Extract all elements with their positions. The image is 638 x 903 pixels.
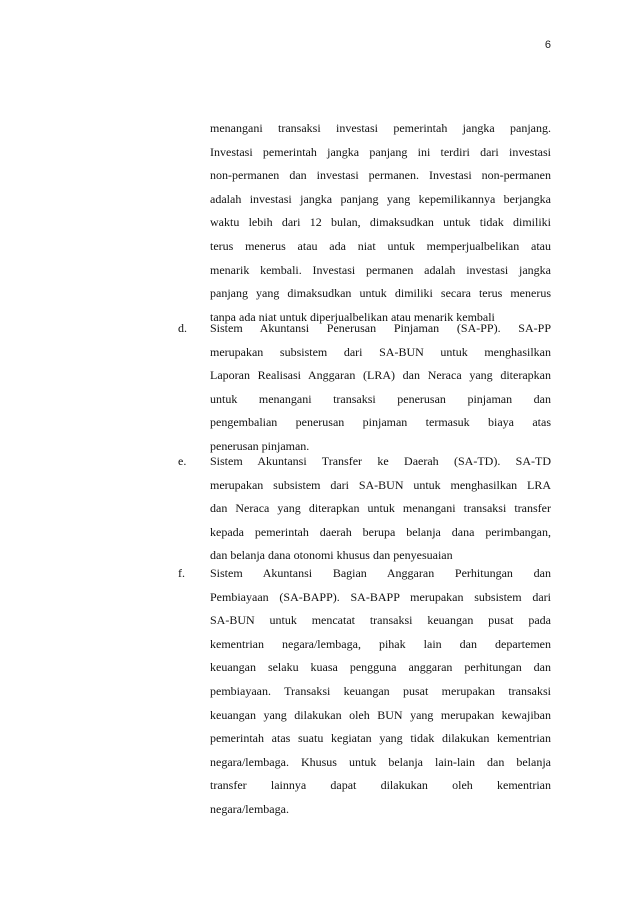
text-line: SA-BUN untuk mencatat transaksi keuangan pusat pada: [210, 613, 551, 628]
text-line: untuk menangani transaksi penerusan pinjaman dan: [210, 391, 551, 406]
text-line: penerusan pinjaman.: [210, 438, 310, 453]
list-item-e: [210, 450, 551, 568]
text-line: pengembalian penerusan pinjaman termasuk biaya atas: [210, 415, 551, 430]
list-item-d: [210, 317, 551, 459]
page-number: 6: [544, 39, 551, 51]
text-line: panjang yang dimaksudkan untuk dimiliki secara terus menerus: [210, 286, 551, 301]
text-line: tanpa ada niat untuk diperjualbelikan atau menarik kembali: [210, 309, 495, 324]
text-line: menarik kembali. Investasi permanen adalah investasi jangka: [210, 262, 551, 277]
text-line: Sistem Akuntansi Penerusan Pinjaman (SA-PP). SA-PP: [210, 321, 551, 335]
text-line: keuangan yang dilakukan oleh BUN yang merupakan kewajiban: [210, 707, 551, 722]
list-marker-e: e.: [178, 454, 187, 468]
list-marker-d: d.: [178, 321, 187, 335]
text-line: keuangan selaku kuasa pengguna anggaran perhitungan dan: [210, 660, 551, 675]
text-line: pemerintah atas suatu kegiatan yang tidak dilakukan kementrian: [210, 731, 551, 746]
text-line: merupakan subsistem dari SA-BUN untuk menghasilkan: [210, 344, 551, 359]
text-line: Laporan Realisasi Anggaran (LRA) dan Neraca yang diterapkan: [210, 368, 551, 383]
text-line: kepada pemerintah daerah berupa belanja dana perimbangan,: [210, 524, 551, 539]
text-line: kementrian negara/lembaga, pihak lain dan departemen: [210, 636, 551, 651]
text-line: dan belanja dana otonomi khusus dan penyesuaian: [210, 548, 453, 563]
text-line: merupakan subsistem dari SA-BUN untuk menghasilkan LRA: [210, 477, 551, 492]
text-line: Pembiayaan (SA-BAPP). SA-BAPP merupakan subsistem dari: [210, 589, 551, 604]
text-line: Sistem Akuntansi Transfer ke Daerah (SA-TD). SA-TD: [210, 454, 551, 468]
text-line: non-permanen dan investasi permanen. Investasi non-permanen: [210, 168, 551, 183]
text-line: dan Neraca yang diterapkan untuk menangani transaksi transfer: [210, 501, 551, 516]
intro-paragraph: [210, 117, 551, 329]
text-line: Investasi pemerintah jangka panjang ini terdiri dari investasi: [210, 144, 551, 159]
text-line: transfer lainnya dapat dilakukan oleh kementrian: [210, 778, 551, 793]
text-line: adalah investasi jangka panjang yang kepemilikannya berjangka: [210, 191, 551, 206]
text-line: negara/lembaga. Khusus untuk belanja lain-lain dan belanja: [210, 754, 551, 769]
text-line: pembiayaan. Transaksi keuangan pusat merupakan transaksi: [210, 683, 551, 698]
text-line: waktu lebih dari 12 bulan, dimaksudkan untuk tidak dimiliki: [210, 215, 551, 230]
text-line: negara/lembaga.: [210, 801, 289, 816]
list-item-f: [210, 562, 551, 822]
list-marker-f: f.: [178, 566, 185, 580]
text-line: terus menerus atau ada niat untuk memperjualbelikan atau: [210, 238, 551, 253]
text-line: menangani transaksi investasi pemerintah jangka panjang.: [210, 121, 551, 135]
text-line: Sistem Akuntansi Bagian Anggaran Perhitungan dan: [210, 566, 551, 580]
